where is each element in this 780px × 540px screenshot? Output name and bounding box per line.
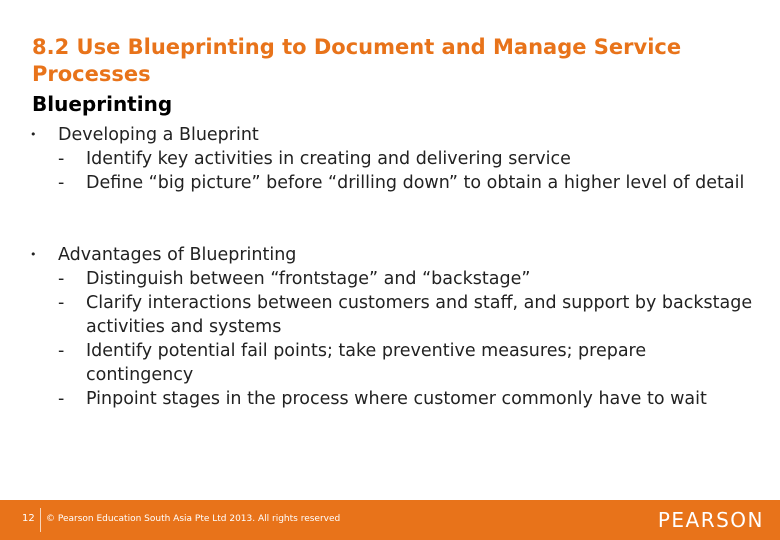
sub-item [30,387,760,411]
dash-marker: - [58,293,65,313]
footer-divider [40,508,41,532]
sub-item-text: Clarify interactions between customers and staff, and support by backstage activities and systems [86,293,753,337]
dash-marker: - [58,173,65,193]
bullet-heading [30,243,760,267]
section-advantages-blueprinting [30,243,760,411]
copyright-notice: © Pearson Education South Asia Pte Ltd 2013. All rights reserved [46,514,341,524]
dash-marker: - [58,389,65,409]
sub-item-text: Define “big picture” before “drilling down” to obtain a higher level of detail [86,173,745,193]
page-number: 12 [22,513,35,524]
bullet-heading [30,123,760,147]
sub-item-text: Identify key activities in creating and delivering service [86,149,571,169]
sub-item [30,291,760,339]
sub-item-text: Distinguish between “frontstage” and “backstage” [86,269,531,289]
dash-marker: - [58,341,65,361]
bullet-icon: • [30,128,37,141]
bullet-heading-text: Advantages of Blueprinting [58,245,297,265]
footer-bar [0,500,780,540]
bullet-heading-text: Developing a Blueprint [58,125,259,145]
slide-title: 8.2 Use Blueprinting to Document and Manage Service Processes [32,35,682,86]
sub-item [30,267,760,291]
sub-item [30,171,760,195]
section-developing-blueprint [30,123,760,195]
bullet-icon: • [30,248,37,261]
dash-marker: - [58,269,65,289]
slide-subtitle: Blueprinting [32,92,173,116]
dash-marker: - [58,149,65,169]
pearson-logo: PEARSON [657,508,764,532]
sub-item [30,147,760,171]
sub-item-text: Pinpoint stages in the process where customer commonly have to wait [86,389,707,409]
sub-item-text: Identify potential fail points; take preventive measures; prepare contingency [86,341,647,385]
sub-item [30,339,760,387]
